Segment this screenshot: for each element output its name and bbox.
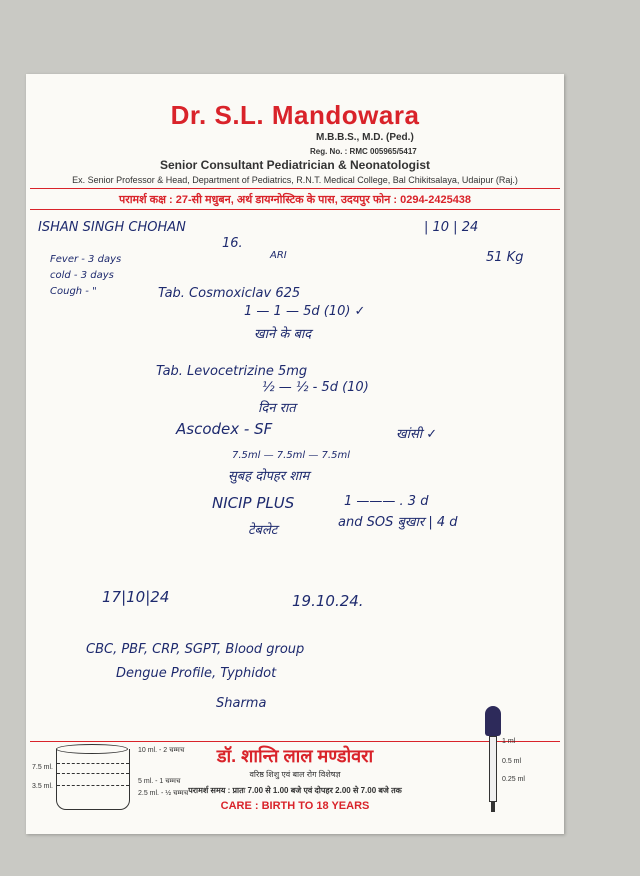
complaint-item: Fever - 3 days xyxy=(50,254,122,265)
date-followup-2: 19.10.24. xyxy=(292,592,364,610)
rx-note: दिन रात xyxy=(258,401,296,416)
patient-name: ISHAN SINGH CHOHAN xyxy=(38,220,186,235)
cup-label: 5 ml. - 1 चम्मच xyxy=(138,778,181,785)
cup-label: 2.5 ml. - ½ चम्मच xyxy=(138,790,189,797)
rx-note: सुबह दोपहर शाम xyxy=(228,469,310,484)
doctor-degrees: M.B.B.S., M.D. (Ped.) xyxy=(316,132,414,143)
dropper-label: 1 ml xyxy=(502,738,516,745)
dropper-tip xyxy=(491,802,495,812)
rx-note: खाने के बाद xyxy=(254,327,312,342)
registration-number: Reg. No. : RMC 005965/5417 xyxy=(310,147,417,156)
footer-timings: परामर्श समय : प्रातः 7.00 से 1.00 बजे एवं दोपहर 2.00 से 7.00 बजे तक xyxy=(188,786,402,795)
rx-drug: Ascodex - SF xyxy=(176,420,273,438)
investigation-line: CBC, PBF, CRP, SGPT, Blood group xyxy=(86,642,305,657)
patient-weight: 51 Kg xyxy=(486,250,524,265)
cup-label: 3.5 ml. xyxy=(32,783,54,790)
footer-doctor-name: डॉ. शान्ति लाल मण्डोवरा xyxy=(216,746,374,766)
footer-care-banner: CARE : BIRTH TO 18 YEARS xyxy=(220,800,370,812)
rx-dose: 1 — 1 — 5d (10) ✓ xyxy=(244,304,366,319)
rx-extra: and SOS बुखार | 4 d xyxy=(338,515,458,530)
doctor-subtitle: Ex. Senior Professor & Head, Department of Pediatrics, R.N.T. Medical College, Bal Chikitsalaya, Udaipur (Raj.) xyxy=(72,175,518,185)
footer-specialty: वरिष्ठ शिशु एवं बाल रोग विशेषज्ञ xyxy=(249,770,341,779)
rx-drug: Tab. Levocetrizine 5mg xyxy=(156,364,308,379)
investigation-line: Dengue Profile, Typhidot xyxy=(116,666,277,681)
patient-ward: ARI xyxy=(270,250,287,261)
rx-drug: NICIP PLUS xyxy=(212,494,295,512)
dropper-tube xyxy=(489,736,497,802)
doctor-name: Dr. S.L. Mandowara xyxy=(170,100,420,130)
footer-divider xyxy=(30,741,560,742)
doctor-title: Senior Consultant Pediatrician & Neonatologist xyxy=(159,158,431,172)
rx-note: टेबलेट xyxy=(248,523,278,538)
prescription-paper xyxy=(26,74,564,834)
rx-extra: खांसी ✓ xyxy=(396,427,438,442)
clinic-address-bar: परामर्श कक्ष : 27-सी मधुबन, अर्थ डायग्नोस्टिक के पास, उदयपुर फोन : 0294-2425438 xyxy=(30,188,560,210)
dropper-label: 0.25 ml xyxy=(502,776,525,783)
date-followup-1: 17|10|24 xyxy=(102,588,170,606)
dropper-label: 0.5 ml xyxy=(502,758,522,765)
cup-label: 7.5 ml. xyxy=(32,764,54,771)
complaint-item: Cough - " xyxy=(50,286,97,297)
cup-label: 10 ml. - 2 चम्मच xyxy=(138,747,185,754)
rx-dose: 7.5ml — 7.5ml — 7.5ml xyxy=(232,450,350,461)
date-top: | 10 | 24 xyxy=(424,220,479,235)
complaint-item: cold - 3 days xyxy=(50,270,114,281)
rx-drug: Tab. Cosmoxiclav 625 xyxy=(158,286,301,301)
patient-age: 16. xyxy=(222,236,243,251)
rx-dose: 1 ——— . 3 d xyxy=(344,494,429,509)
signature: Sharma xyxy=(216,696,267,711)
dropper-icon xyxy=(485,706,501,736)
rx-dose: ½ — ½ - 5d (10) xyxy=(262,380,369,395)
